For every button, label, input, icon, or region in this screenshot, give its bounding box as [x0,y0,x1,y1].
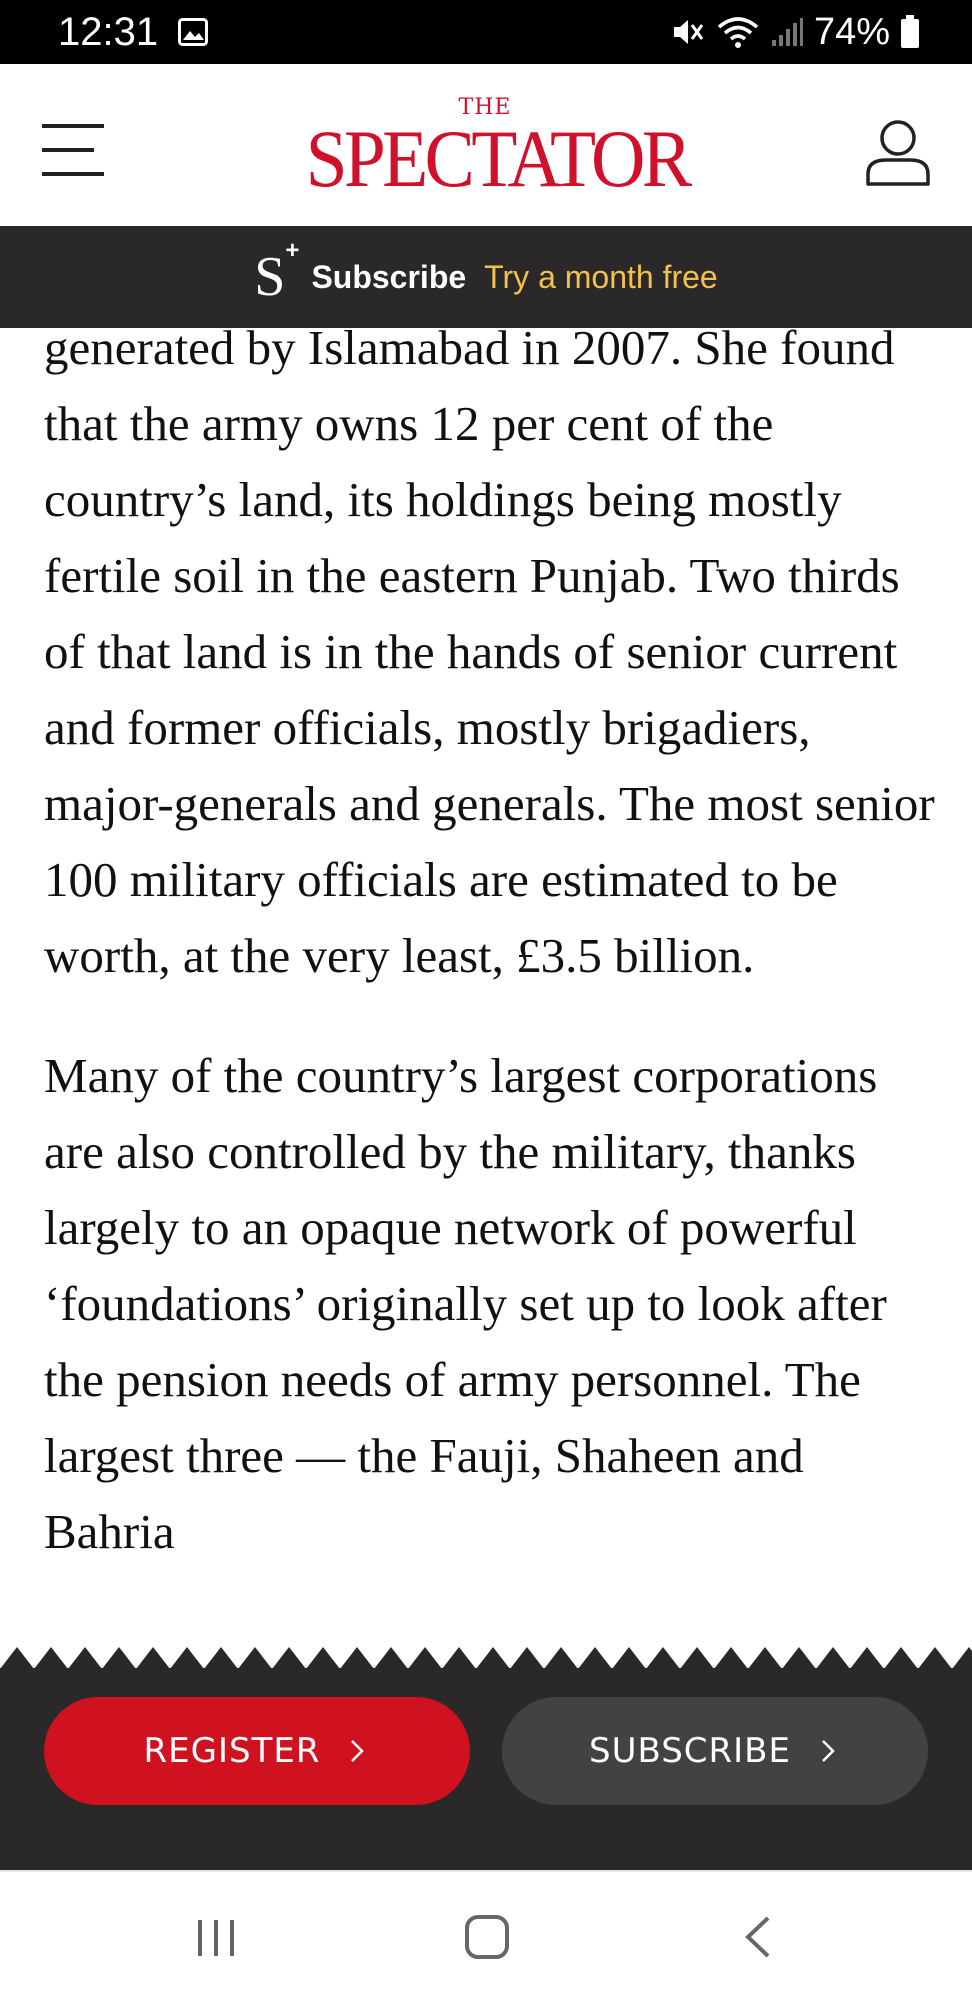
register-button[interactable] [44,1697,470,1805]
system-nav-bar [0,1870,972,2000]
account-icon[interactable] [864,118,932,188]
subscribe-button[interactable] [502,1697,928,1805]
subscribe-button-label: SUBSCRIBE [589,1731,791,1771]
logo-the: THE [458,95,512,120]
article-body [44,328,944,1614]
battery-icon [900,15,920,49]
spectator-logo[interactable] [290,95,689,206]
hamburger-menu-icon[interactable] [40,122,108,178]
article-viewport [0,328,972,1650]
spectator-plus-badge [254,237,300,308]
image-icon [178,18,208,46]
back-icon[interactable] [740,1914,776,1960]
article-paragraph: Many of the country’s largest corporations are also controlled by the military, thanks largely to an opaque network of powerful ‘foundations’ originally set up to look after the pension needs of army personnel. The largest three — the Fauji, Shaheen and Bahria [44,1048,887,1559]
wifi-icon [716,15,760,49]
zigzag-edge [0,1645,972,1669]
logo-main: SPECTATOR [305,113,689,204]
mute-icon [670,16,706,48]
subscribe-label[interactable]: Subscribe [311,258,467,295]
recent-apps-icon[interactable] [194,1916,238,1960]
register-label: REGISTER [143,1731,321,1771]
badge-plus: + [285,237,300,264]
trial-offer[interactable]: Try a month free [484,258,718,295]
chevron-right-icon [815,1738,841,1764]
article-paragraph: generated by Islamabad in 2007. She found that the army owns 12 per cent of the country’s land, its holdings being mostly fertile soil in the eastern Punjab. Two thirds of that land is in the hands of senior current and former officials, mostly brigadiers, major-generals and generals. The most senior 100 military officials are estimated to be worth, at the very least, £3.5 billion. [44,328,935,983]
home-icon[interactable] [464,1914,510,1960]
battery-percent: 74% [813,10,890,53]
signal-icon [770,16,804,48]
badge-letter: S [254,246,286,308]
site-header [0,64,972,226]
status-icons [670,8,920,56]
status-time: 12:31 [58,10,159,54]
chevron-right-icon [344,1738,370,1764]
status-bar [0,0,972,64]
subscribe-banner[interactable] [0,226,972,328]
paywall-footer [0,1645,972,1870]
